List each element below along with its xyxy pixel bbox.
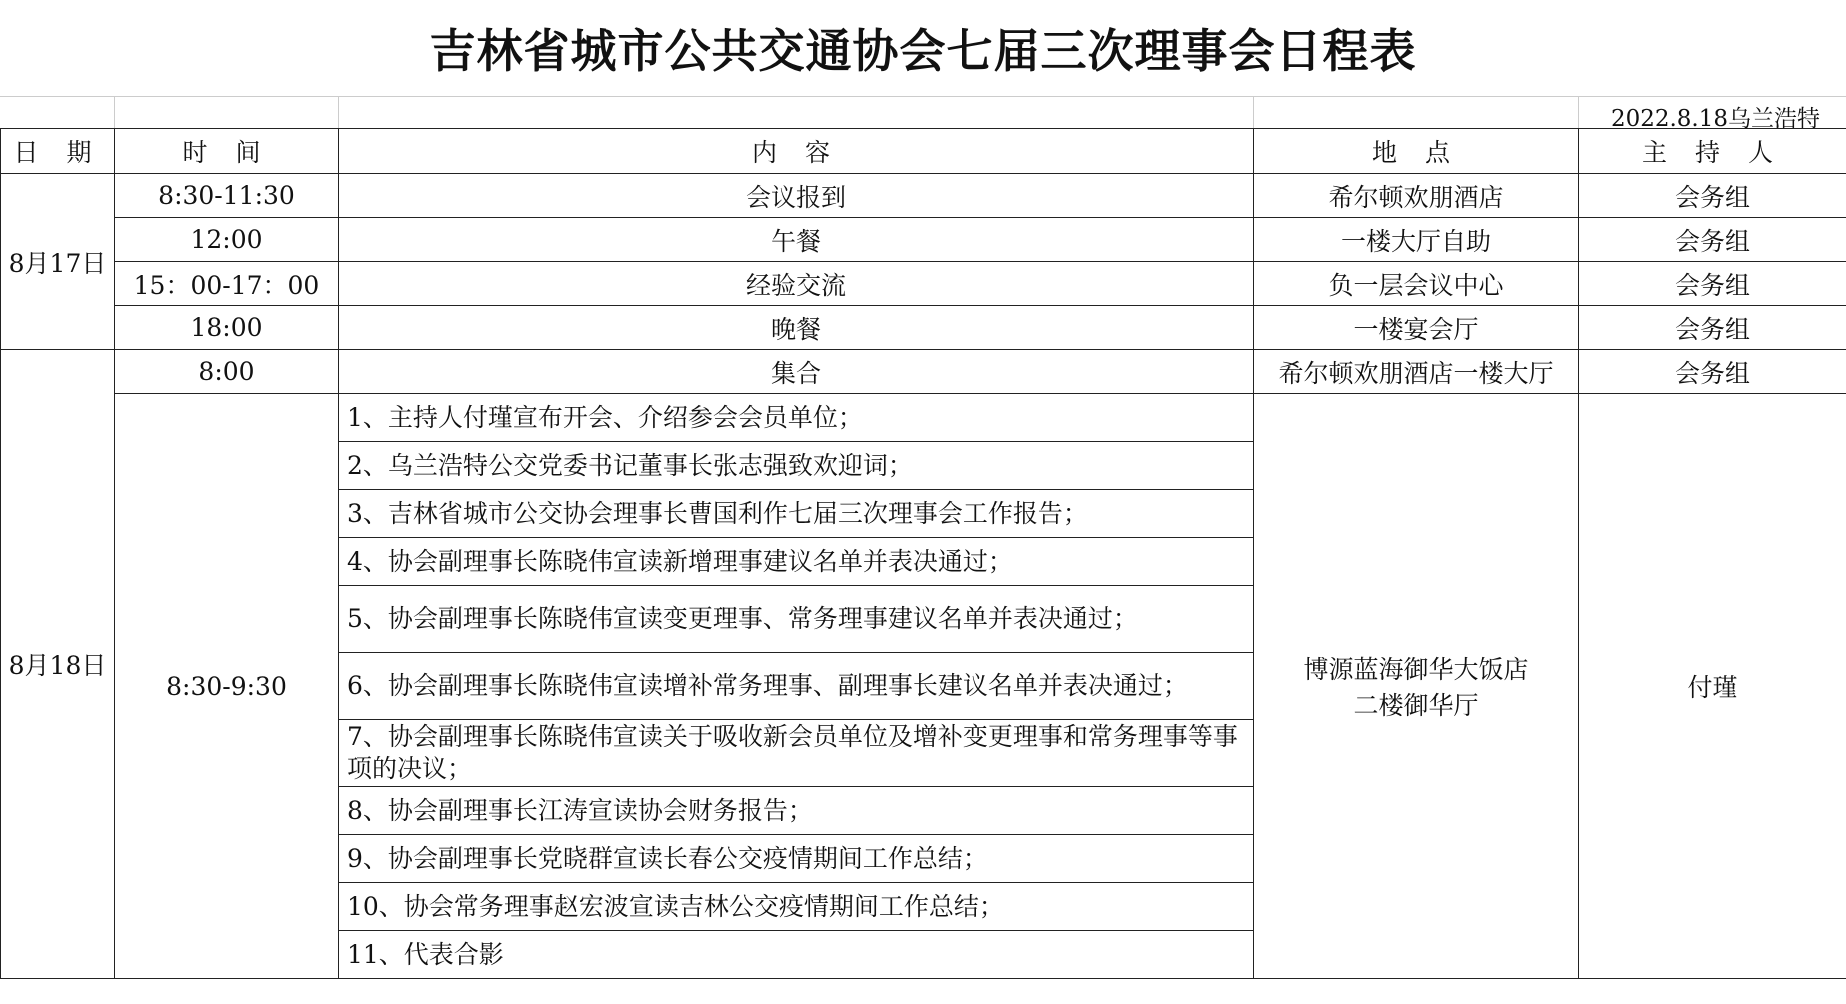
agenda-item: 11、代表合影 <box>339 931 1254 979</box>
place-cell: 希尔顿欢朋酒店一楼大厅 <box>1254 350 1579 394</box>
header-time: 时 间 <box>115 129 339 174</box>
host-cell: 会务组 <box>1579 174 1846 218</box>
place-cell: 一楼宴会厅 <box>1254 306 1579 350</box>
meeting-host: 付瑾 <box>1579 394 1846 979</box>
header-date: 日 期 <box>1 129 115 174</box>
agenda-item: 10、协会常务理事赵宏波宣读吉林公交疫情期间工作总结； <box>339 883 1254 931</box>
table-row <box>1 218 1846 262</box>
day2-date: 8月18日 <box>1 350 115 979</box>
meeting-place-line1: 博源蓝海御华大饭店 <box>1303 655 1529 684</box>
host-cell: 会务组 <box>1579 306 1846 350</box>
agenda-item: 9、协会副理事长党晓群宣读长春公交疫情期间工作总结； <box>339 835 1254 883</box>
day1-date: 8月17日 <box>1 174 115 350</box>
table-row <box>1 262 1846 306</box>
host-cell: 会务组 <box>1579 262 1846 306</box>
agenda-item: 5、协会副理事长陈晓伟宣读变更理事、常务理事建议名单并表决通过； <box>339 586 1254 653</box>
content-cell: 会议报到 <box>339 174 1254 218</box>
grid-line <box>114 96 115 128</box>
grid-line <box>1578 96 1579 128</box>
time-cell: 15：00-17：00 <box>115 262 339 306</box>
content-cell: 晚餐 <box>339 306 1254 350</box>
meeting-place-line2: 二楼御华厅 <box>1353 691 1479 720</box>
agenda-item: 2、乌兰浩特公交党委书记董事长张志强致欢迎词； <box>339 442 1254 490</box>
header-content: 内 容 <box>339 129 1254 174</box>
header-row <box>1 129 1846 174</box>
agenda-item: 4、协会副理事长陈晓伟宣读新增理事建议名单并表决通过； <box>339 538 1254 586</box>
host-cell: 会务组 <box>1579 350 1846 394</box>
time-cell: 18:00 <box>115 306 339 350</box>
grid-line <box>1253 96 1254 128</box>
content-cell: 午餐 <box>339 218 1254 262</box>
agenda-item: 6、协会副理事长陈晓伟宣读增补常务理事、副理事长建议名单并表决通过； <box>339 653 1254 720</box>
agenda-item: 8、协会副理事长江涛宣读协会财务报告； <box>339 787 1254 835</box>
time-cell: 12:00 <box>115 218 339 262</box>
table-row <box>1 174 1846 218</box>
content-cell: 集合 <box>339 350 1254 394</box>
host-cell: 会务组 <box>1579 218 1846 262</box>
time-cell: 8:00 <box>115 350 339 394</box>
meeting-time: 8:30-9:30 <box>115 394 339 979</box>
place-cell: 一楼大厅自助 <box>1254 218 1579 262</box>
grid-line <box>0 96 1846 97</box>
content-cell: 经验交流 <box>339 262 1254 306</box>
date-location: 2022.8.18乌兰浩特 <box>1610 106 1820 132</box>
time-cell: 8:30-11:30 <box>115 174 339 218</box>
place-cell: 负一层会议中心 <box>1254 262 1579 306</box>
header-host: 主 持 人 <box>1579 129 1846 174</box>
agenda-item: 7、协会副理事长陈晓伟宣读关于吸收新会员单位及增补变更理事和常务理事等事项的决议； <box>339 720 1254 787</box>
schedule-table <box>0 128 1846 979</box>
table-row <box>1 350 1846 394</box>
agenda-item: 1、主持人付瑾宣布开会、介绍参会会员单位； <box>339 394 1254 442</box>
agenda-item: 3、吉林省城市公交协会理事长曹国利作七届三次理事会工作报告； <box>339 490 1254 538</box>
place-cell: 希尔顿欢朋酒店 <box>1254 174 1579 218</box>
meeting-place <box>1254 394 1579 979</box>
table-row <box>1 306 1846 350</box>
table-row <box>1 394 1846 442</box>
page-title: 吉林省城市公共交通协会七届三次理事会日程表 <box>429 24 1417 78</box>
grid-line <box>338 96 339 128</box>
header-place: 地 点 <box>1254 129 1579 174</box>
